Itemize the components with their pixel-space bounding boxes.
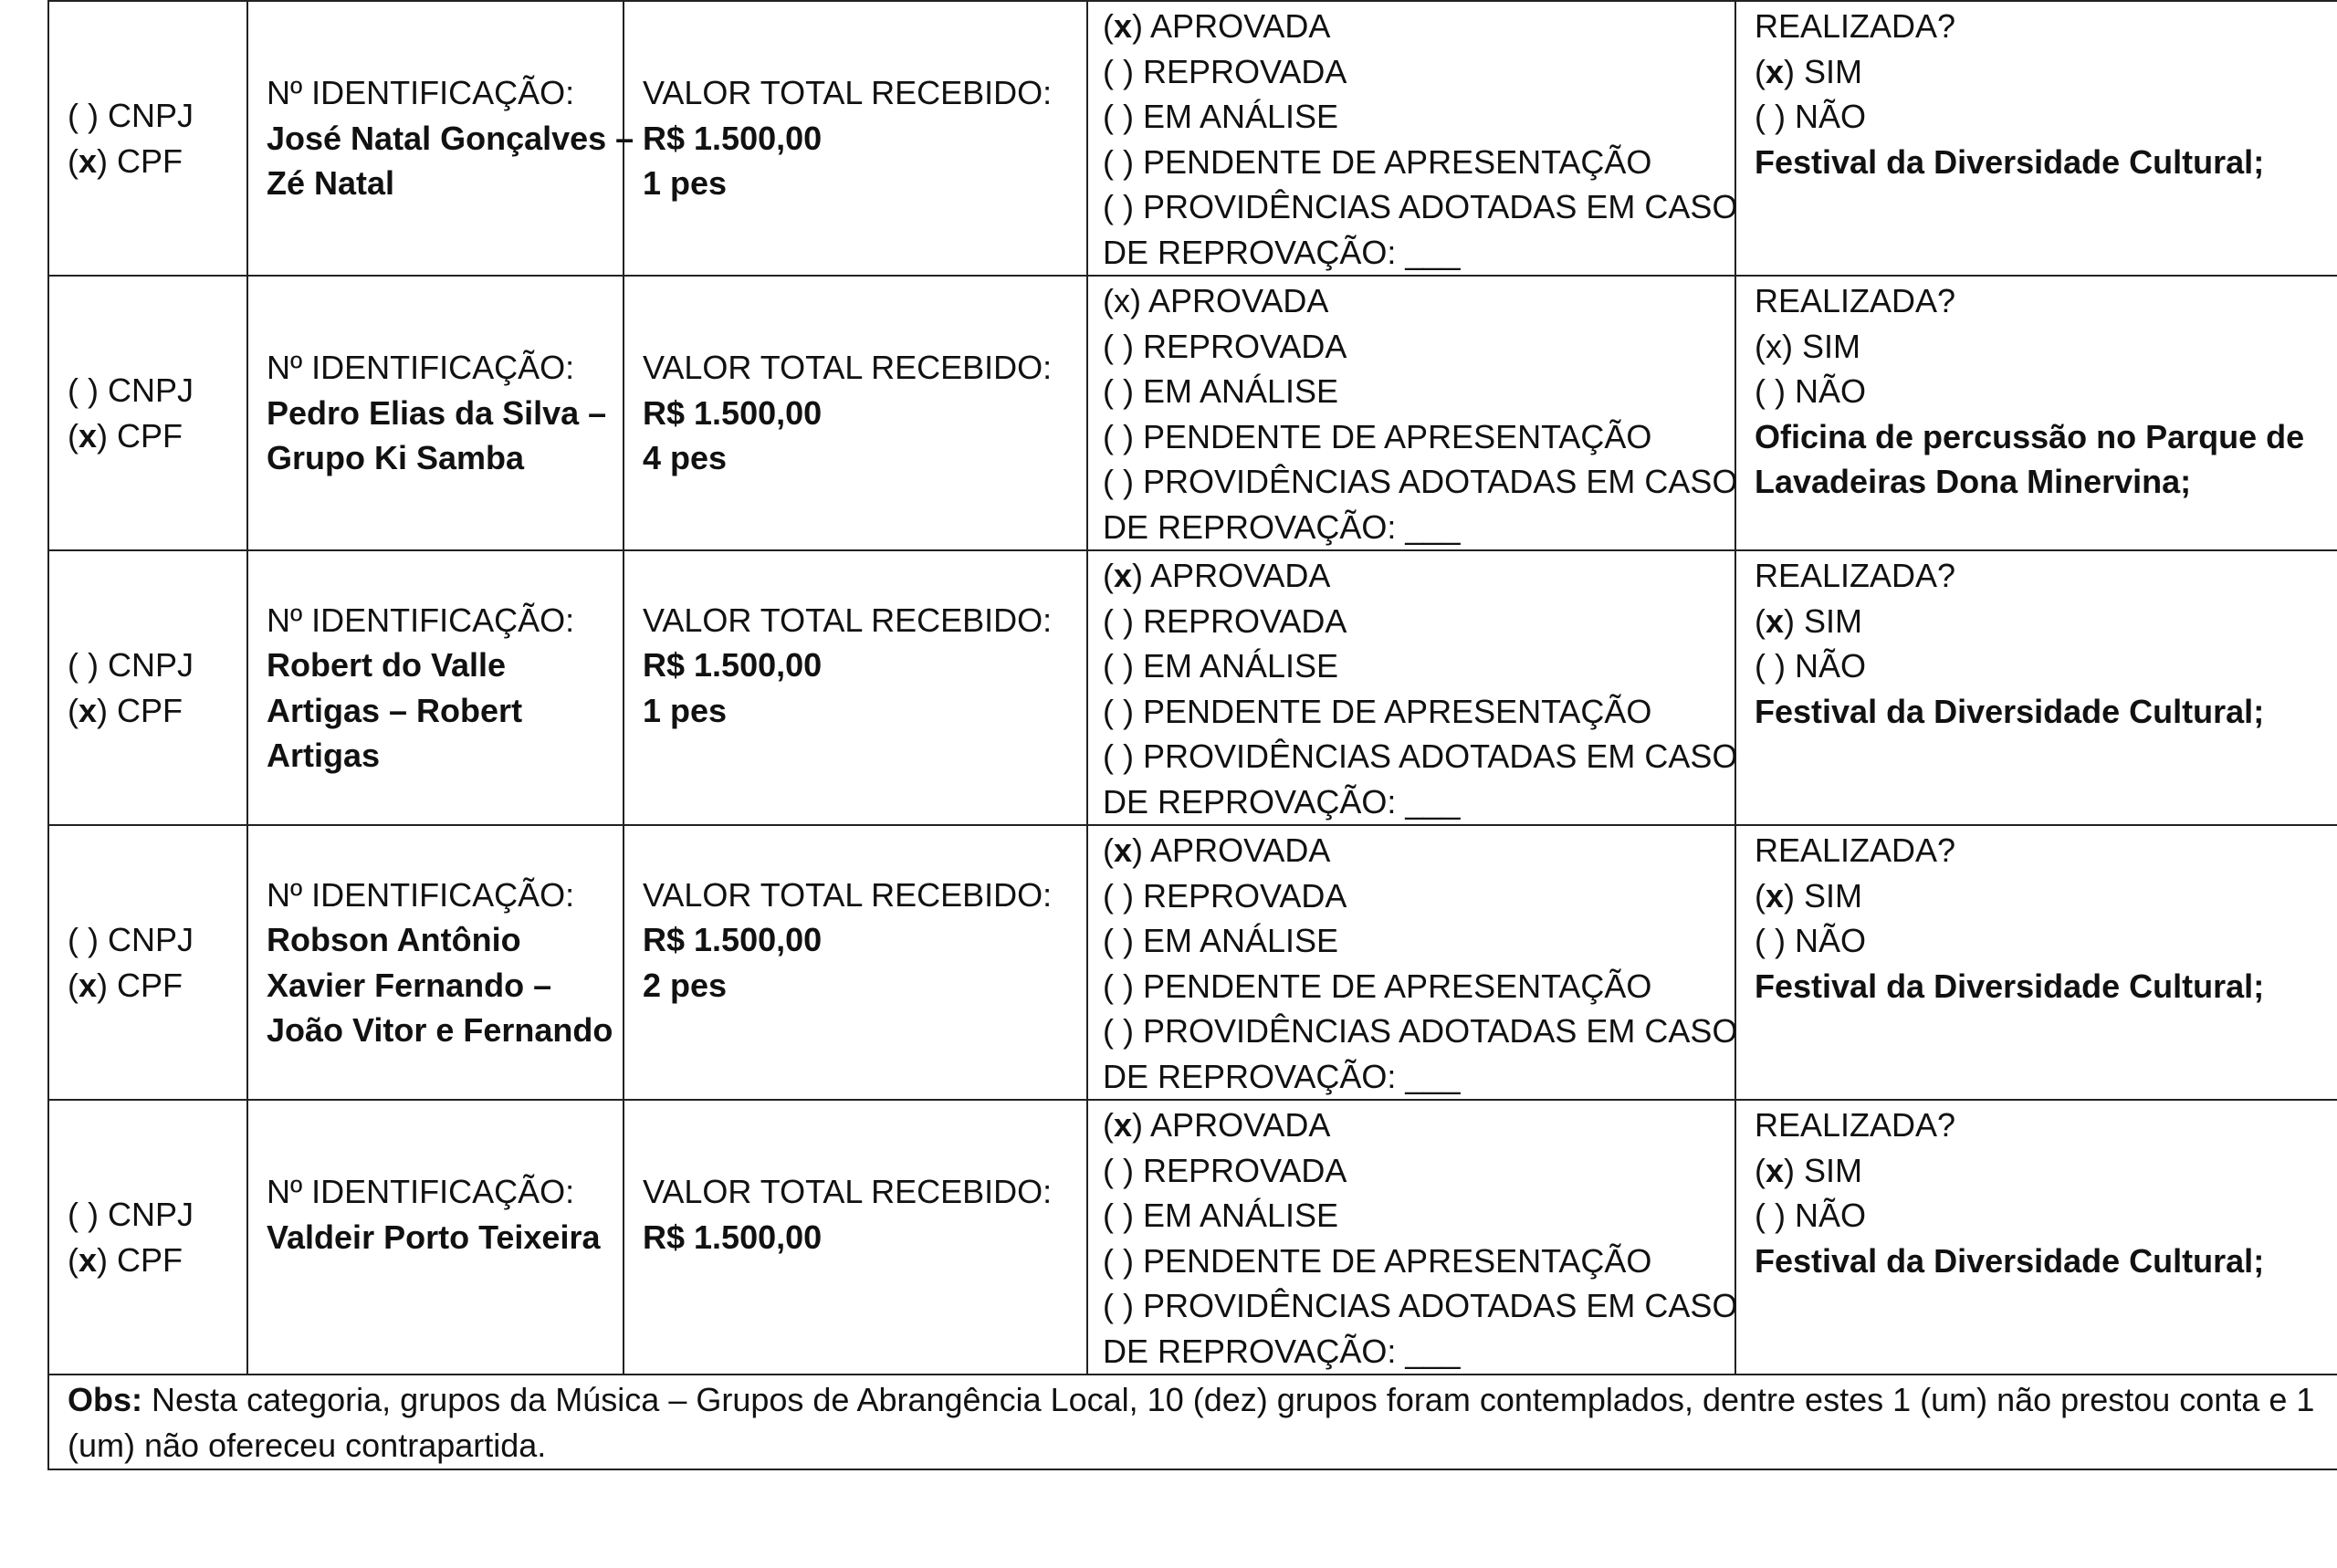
prestacao-contas-table: [47, 0, 2337, 1470]
status-pending: ( ) PENDENTE DE APRESENTAÇÃO: [1103, 417, 1652, 455]
value-amount: R$ 1.500,00: [643, 921, 823, 958]
status-approved: (x) APROVADA: [1103, 1106, 1331, 1144]
table-body: [48, 1, 2337, 1469]
realized-yes: (x) SIM: [1755, 876, 1863, 915]
realized-no: ( ) NÃO: [1755, 647, 1866, 685]
realized-cell: [1735, 276, 2337, 550]
realized-question: REALIZADA?: [1755, 831, 1956, 869]
name-line: Zé Natal: [267, 164, 395, 203]
cpf-option: (x) CPF: [68, 691, 183, 729]
identification-cell: [247, 550, 624, 825]
value-amount: R$ 1.500,00: [643, 646, 823, 684]
value-cell: [624, 1, 1087, 276]
counterpart-text: Oficina de percussão no Parque de: [1755, 417, 2305, 455]
status-rejected: ( ) REPROVADA: [1103, 876, 1347, 915]
people-count: 1 pes: [643, 164, 728, 203]
identification-label: Nº IDENTIFICAÇÃO:: [267, 349, 575, 387]
status-measures: ( ) PROVIDÊNCIAS ADOTADAS EM CASO: [1103, 737, 1738, 775]
status-cell: [1087, 1100, 1738, 1375]
counterpart-text: Festival da Diversidade Cultural;: [1755, 692, 2265, 730]
people-count: 2 pes: [643, 966, 728, 1004]
value-amount: R$ 1.500,00: [643, 393, 823, 432]
value-cell: [624, 825, 1087, 1100]
realized-cell: [1735, 1, 2337, 276]
table-row: [48, 1100, 2337, 1375]
status-approved: (x) APROVADA: [1103, 831, 1331, 869]
value-label: VALOR TOTAL RECEBIDO:: [643, 74, 1053, 112]
cpf-option: (x) CPF: [68, 966, 183, 1004]
counterpart-text: Festival da Diversidade Cultural;: [1755, 142, 2265, 181]
name-line: José Natal Gonçalves –: [267, 119, 634, 157]
name-line: Grupo Ki Samba: [267, 439, 525, 477]
cpf-option: (x) CPF: [68, 416, 183, 455]
status-in-review: ( ) EM ANÁLISE: [1103, 372, 1339, 410]
value-cell: [624, 550, 1087, 825]
table-row: [48, 825, 2337, 1100]
status-pending: ( ) PENDENTE DE APRESENTAÇÃO: [1103, 967, 1652, 1005]
counterpart-text: Festival da Diversidade Cultural;: [1755, 1241, 2265, 1280]
value-label: VALOR TOTAL RECEBIDO:: [643, 349, 1053, 387]
realized-no: ( ) NÃO: [1755, 922, 1866, 959]
realized-no: ( ) NÃO: [1755, 98, 1866, 135]
value-cell: [624, 1100, 1087, 1375]
realized-cell: [1735, 825, 2337, 1100]
realized-question: REALIZADA?: [1755, 557, 1956, 594]
status-cell: [1087, 825, 1738, 1100]
table-row: [48, 276, 2337, 550]
value-label: VALOR TOTAL RECEBIDO:: [643, 875, 1053, 914]
counterpart-text: Festival da Diversidade Cultural;: [1755, 967, 2265, 1005]
value-label: VALOR TOTAL RECEBIDO:: [643, 1173, 1053, 1211]
status-measures: ( ) PROVIDÊNCIAS ADOTADAS EM CASO: [1103, 1287, 1738, 1324]
name-line: Robert do Valle: [267, 646, 507, 684]
realized-yes: (x) SIM: [1755, 327, 1861, 365]
status-cell: [1087, 276, 1738, 550]
cnpj-option: ( ) CNPJ: [68, 1196, 194, 1233]
table-row: [48, 1, 2337, 276]
identification-label: Nº IDENTIFICAÇÃO:: [267, 74, 575, 112]
name-line: Xavier Fernando –: [267, 966, 552, 1004]
status-measures: ( ) PROVIDÊNCIAS ADOTADAS EM CASO: [1103, 463, 1738, 500]
value-label: VALOR TOTAL RECEBIDO:: [643, 601, 1053, 639]
person-type-cell: [48, 550, 247, 825]
status-rejected: ( ) REPROVADA: [1103, 52, 1347, 90]
value-cell: [624, 276, 1087, 550]
status-rejected: ( ) REPROVADA: [1103, 1151, 1347, 1189]
realized-yes: (x) SIM: [1755, 1151, 1863, 1189]
cpf-option: (x) CPF: [68, 1240, 183, 1279]
status-in-review: ( ) EM ANÁLISE: [1103, 1197, 1339, 1234]
value-amount: R$ 1.500,00: [643, 119, 823, 157]
name-line: Pedro Elias da Silva –: [267, 393, 607, 432]
cnpj-option: ( ) CNPJ: [68, 646, 194, 684]
name-line: Robson Antônio: [267, 921, 521, 958]
status-pending: ( ) PENDENTE DE APRESENTAÇÃO: [1103, 692, 1652, 730]
cnpj-option: ( ) CNPJ: [68, 921, 194, 958]
person-type-cell: [48, 1100, 247, 1375]
identification-cell: [247, 1, 634, 276]
counterpart-text: Lavadeiras Dona Minervina;: [1755, 463, 2192, 500]
identification-label: Nº IDENTIFICAÇÃO:: [267, 1173, 575, 1211]
status-cell: [1087, 550, 1738, 825]
realized-yes: (x) SIM: [1755, 52, 1863, 90]
identification-label: Nº IDENTIFICAÇÃO:: [267, 601, 575, 639]
status-in-review: ( ) EM ANÁLISE: [1103, 98, 1339, 135]
cnpj-option: ( ) CNPJ: [68, 97, 194, 134]
name-line: João Vitor e Fernando: [267, 1011, 613, 1049]
status-pending: ( ) PENDENTE DE APRESENTAÇÃO: [1103, 1241, 1652, 1280]
status-measures-cont: DE REPROVAÇÃO: ___: [1103, 233, 1461, 271]
name-line: Artigas – Robert: [267, 691, 523, 729]
status-measures-cont: DE REPROVAÇÃO: ___: [1103, 1057, 1461, 1095]
value-amount: R$ 1.500,00: [643, 1218, 823, 1256]
cnpj-option: ( ) CNPJ: [68, 371, 194, 409]
status-in-review: ( ) EM ANÁLISE: [1103, 647, 1339, 685]
realized-cell: [1735, 550, 2337, 825]
table-row: [48, 550, 2337, 825]
status-approved: (x) APROVADA: [1103, 7, 1331, 45]
identification-cell: [247, 276, 624, 550]
person-type-cell: [48, 1, 247, 276]
realized-no: ( ) NÃO: [1755, 1197, 1866, 1234]
status-measures-cont: DE REPROVAÇÃO: ___: [1103, 782, 1461, 821]
status-approved: (x) APROVADA: [1103, 282, 1329, 319]
status-cell: [1087, 1, 1738, 276]
status-measures-cont: DE REPROVAÇÃO: ___: [1103, 1332, 1461, 1370]
status-measures-cont: DE REPROVAÇÃO: ___: [1103, 507, 1461, 546]
cpf-option: (x) CPF: [68, 141, 183, 180]
identification-cell: [247, 825, 624, 1100]
observation-row: [48, 1375, 2337, 1469]
identification-label: Nº IDENTIFICAÇÃO:: [267, 875, 575, 914]
person-type-cell: [48, 825, 247, 1100]
people-count: 1 pes: [643, 691, 728, 729]
status-approved: (x) APROVADA: [1103, 557, 1331, 594]
name-line: Valdeir Porto Teixeira: [267, 1218, 601, 1256]
observation-label: Obs:: [68, 1381, 143, 1418]
identification-cell: [247, 1100, 624, 1375]
observation-text: Nesta categoria, grupos da Música – Grupos de Abrangência Local, 10 (dez) grupos foram contemplados, dentre estes 1 (um) não prestou conta e 1 (um) não ofereceu contrapartida.: [68, 1381, 2315, 1464]
status-rejected: ( ) REPROVADA: [1103, 327, 1347, 365]
realized-no: ( ) NÃO: [1755, 372, 1866, 410]
realized-question: REALIZADA?: [1755, 1106, 1956, 1144]
status-pending: ( ) PENDENTE DE APRESENTAÇÃO: [1103, 142, 1652, 181]
realized-cell: [1735, 1100, 2337, 1375]
status-measures: ( ) PROVIDÊNCIAS ADOTADAS EM CASO: [1103, 188, 1738, 225]
status-in-review: ( ) EM ANÁLISE: [1103, 922, 1339, 959]
realized-question: REALIZADA?: [1755, 7, 1956, 45]
name-line: Artigas: [267, 737, 381, 774]
person-type-cell: [48, 276, 247, 550]
realized-yes: (x) SIM: [1755, 601, 1863, 640]
status-rejected: ( ) REPROVADA: [1103, 601, 1347, 640]
observation-cell: [48, 1375, 2337, 1469]
people-count: 4 pes: [643, 439, 728, 477]
realized-question: REALIZADA?: [1755, 282, 1956, 319]
status-measures: ( ) PROVIDÊNCIAS ADOTADAS EM CASO: [1103, 1012, 1738, 1050]
